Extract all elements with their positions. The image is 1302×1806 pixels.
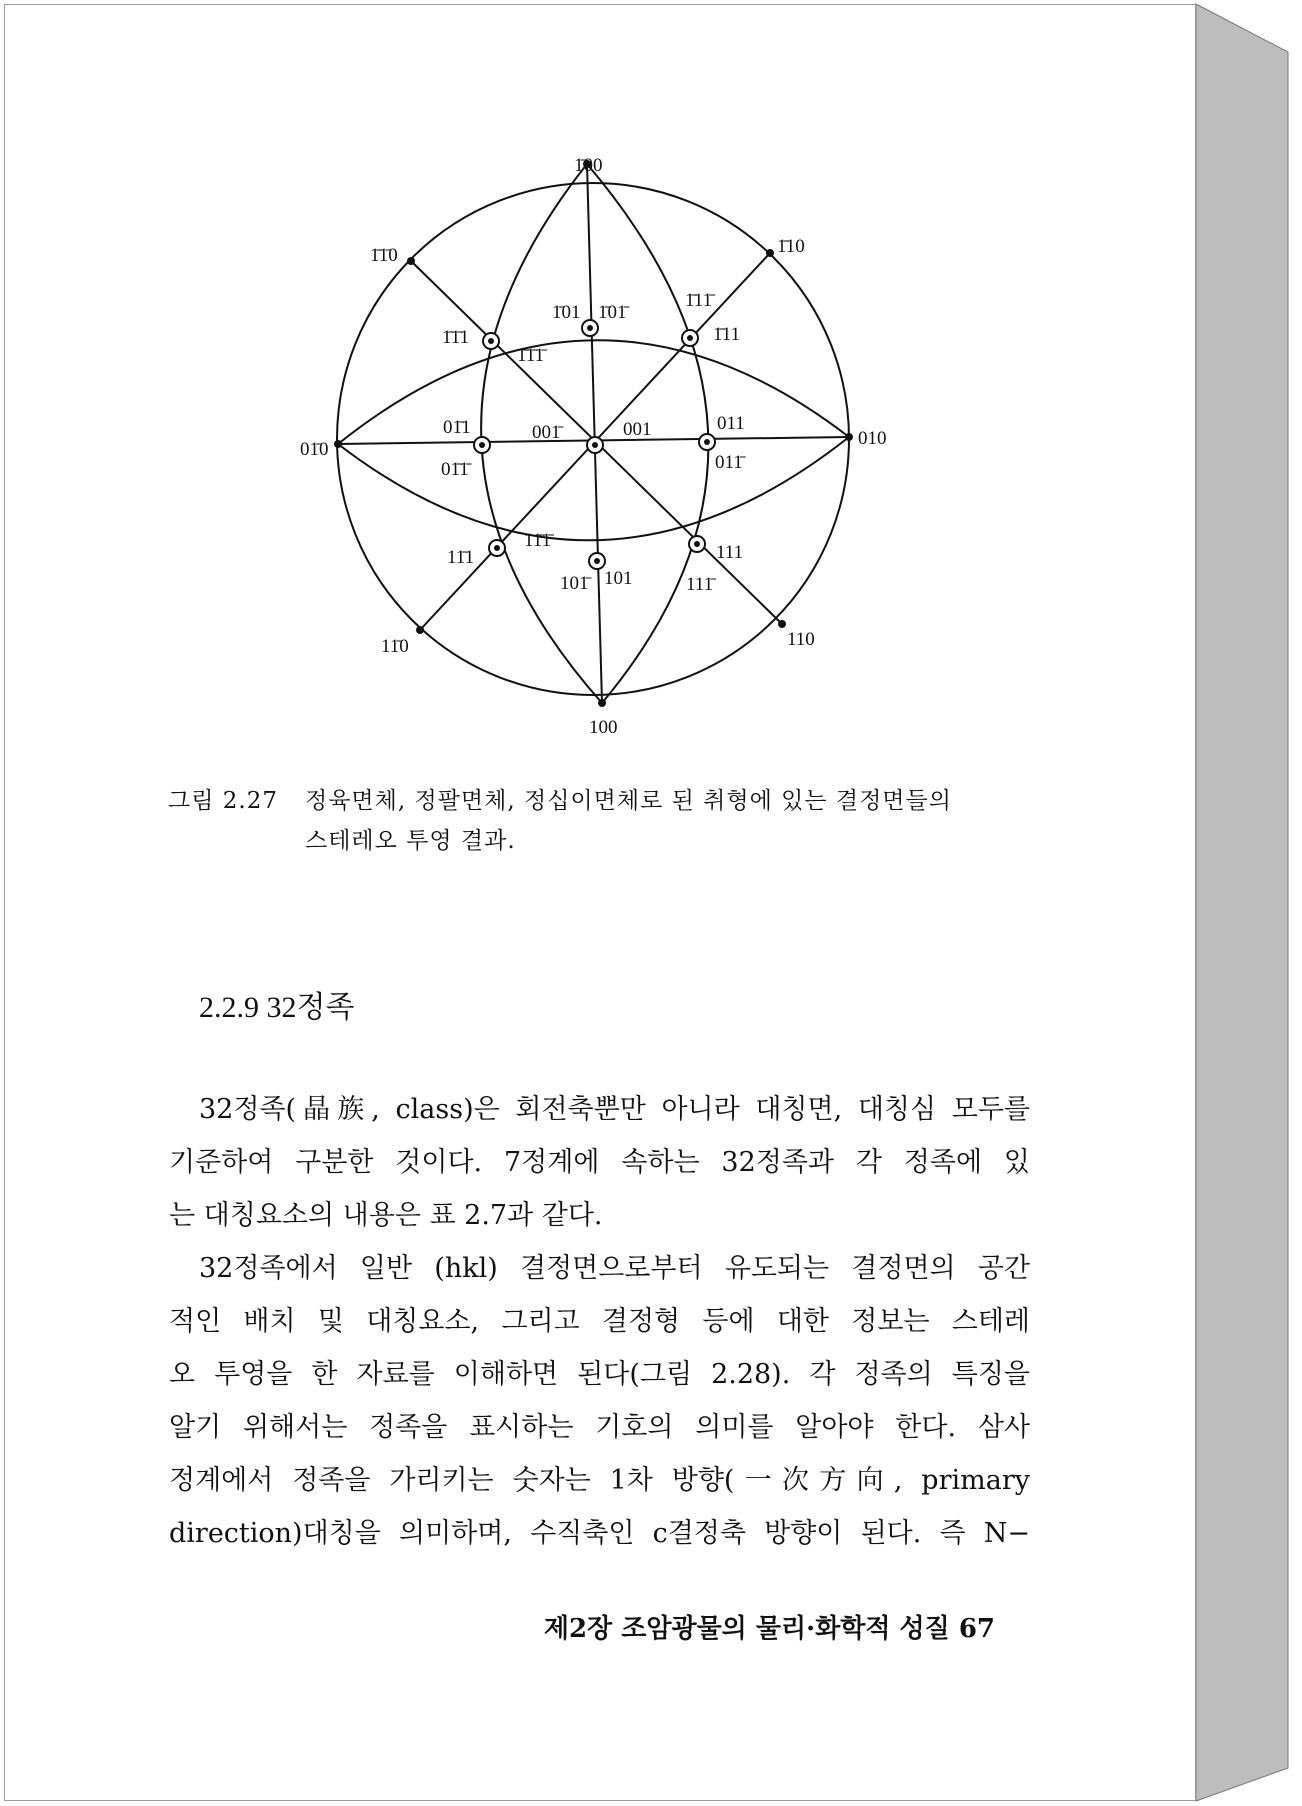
point-label: 1̄1̄1̄: [517, 345, 545, 366]
pole-label-bottom: 100: [589, 717, 618, 738]
body-text-line: 오 투영을 한 자료를 이해하면 된다(그림 2.28). 각 정족의 특징을: [169, 1359, 1030, 1390]
point-label: 001̄: [532, 422, 561, 443]
body-text-line: 는 대칭요소의 내용은 표 2.7과 같다.: [169, 1200, 603, 1231]
point-label: 011̄: [715, 452, 743, 473]
point-label: 111: [716, 542, 744, 563]
point-label: 11̄1̄: [524, 530, 552, 551]
body-text-line: 정계에서 정족을 가리키는 숫자는 1차 방향(一次方向, primary: [169, 1465, 1030, 1496]
point-label: 1̄01̄: [598, 302, 627, 323]
figure-caption-label: 그림 2.27: [168, 788, 278, 814]
section-heading: 2.2.9 32정족: [199, 991, 355, 1024]
pole-label-left: 01̄0: [300, 439, 329, 460]
pole-label-top: 1̄00: [574, 155, 603, 176]
point-label: 111̄: [686, 574, 714, 595]
pole-label-lower-right: 110: [787, 629, 815, 650]
pole-label-upper-right: 1̄10: [777, 236, 805, 257]
point-label: 1̄1̄1: [442, 327, 470, 348]
point-label: 1̄11: [713, 324, 741, 345]
pole-label-lower-left: 11̄0: [381, 636, 409, 657]
point-label: 1̄11̄: [685, 290, 713, 311]
pole-label-right: 010: [858, 428, 887, 449]
body-text-line: 적인 배치 및 대칭요소, 그리고 결정형 등에 대한 정보는 스테레: [169, 1306, 1030, 1337]
figure-caption-line-1: 정육면체, 정팔면체, 정십이면체로 된 취형에 있는 결정면들의: [305, 788, 952, 814]
pole-label-upper-left: 1̄1̄0: [370, 245, 398, 266]
point-label: 01̄1̄: [441, 459, 469, 480]
body-text-line: direction)대칭을 의미하며, 수직축인 c결정축 방향이 된다. 즉 N−: [169, 1518, 1030, 1549]
body-text-line: 32정족에서 일반 (hkl) 결정면으로부터 유도되는 결정면의 공간: [199, 1253, 1030, 1284]
point-label: 11̄1: [447, 547, 475, 568]
point-label: 101: [604, 568, 633, 589]
body-text-line: 기준하여 구분한 것이다. 7정계에 속하는 32정족과 각 정족에 있: [169, 1147, 1030, 1178]
point-label: 001: [623, 419, 652, 440]
figure-caption-line-2: 스테레오 투영 결과.: [305, 828, 516, 854]
running-footer-page-number: 제2장 조암광물의 물리·화학적 성질 67: [543, 1614, 995, 1644]
vertical-diameter: [587, 164, 602, 703]
body-text-line: 알기 위해서는 정족을 표시하는 기호의 의미를 알아야 한다. 삼사: [169, 1412, 1030, 1443]
point-label: 101̄: [560, 573, 589, 594]
body-text-line: 32정족(晶族, class)은 회전축뿐만 아니라 대칭면, 대칭심 모두를: [199, 1094, 1030, 1125]
point-label: 011: [717, 413, 745, 434]
point-label: 01̄1: [443, 417, 471, 438]
point-label: 1̄01: [552, 302, 581, 323]
